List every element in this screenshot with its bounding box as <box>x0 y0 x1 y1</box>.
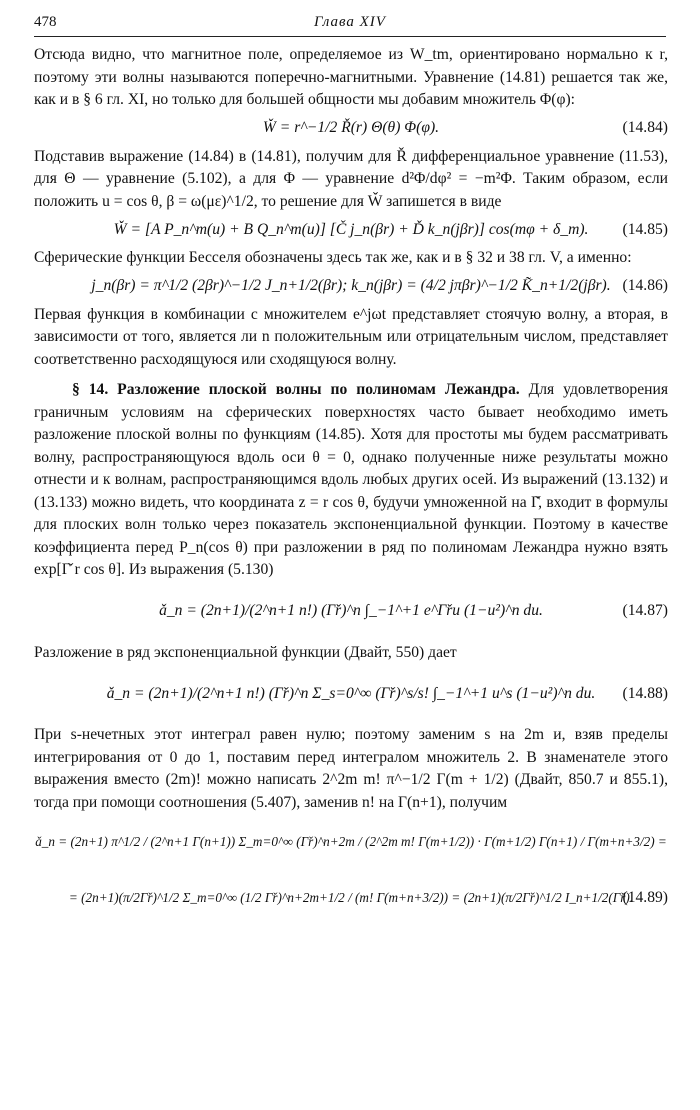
paragraph-1: Отсюда видно, что магнитное поле, определяемое из W_tm, ориентировано нормально к r, поэтому эти волны называются поперечно-магнитными. Уравнение (14.81) решается так же, как и в § 6 гл. XI, но только для большей общности мы добавим множитель Φ(φ): <box>34 46 668 108</box>
equation-formula: ǎ_n = (2n+1) π^1/2 / (2^n+1 Γ(n+1)) Σ_m=0^∞ (Γ̌r)^n+2m / (2^2m m! Γ(m+1/2)) · Γ(m+1/2) Γ(n+1) / Γ(m+n+3/2) = <box>35 833 667 849</box>
paragraph-3: Сферические функции Бесселя обозначены здесь так же, как и в § 32 и 38 гл. V, а именно: <box>34 249 632 266</box>
equation-formula: W̌ = [A P_n^m(u) + B Q_n^m(u)] [Č j_n(βr) + Ď k_n(jβr)] cos(mφ + δ_m). <box>113 220 589 238</box>
equation-number: (14.84) <box>622 119 668 137</box>
section-14-paragraph <box>34 379 668 582</box>
equation-number: (14.88) <box>622 684 668 702</box>
equation-14-89-line-1 <box>34 814 668 870</box>
header-rule <box>34 36 666 37</box>
page-body <box>34 44 668 926</box>
equation-14-87 <box>34 582 668 642</box>
paragraph-7: При s-нечетных этот интеграл равен нулю; поэтому заменим s на 2m и, взяв пределы интегрирования от 0 до 1, поставим перед интегралом множитель 2. В знаменателе этого выражения вместо (2m)! можно написать 2^2m m! π^−1/2 Γ(m + 1/2) (Двайт, 850.7 и 855.1), тогда при помощи соотношения (5.407), заменив n! на Γ(n+1), получим <box>34 726 668 811</box>
equation-number: (14.89) <box>622 888 668 906</box>
equation-formula: ǎ_n = (2n+1)/(2^n+1 n!) (Γ̌r)^n Σ_s=0^∞ (Γ̌r)^s/s! ∫_−1^+1 u^s (1−u²)^n du. <box>106 684 596 702</box>
equation-number: (14.85) <box>622 220 668 238</box>
equation-formula: ǎ_n = (2n+1)/(2^n+1 n!) (Γ̌r)^n ∫_−1^+1 e^Γ̌ru (1−u²)^n du. <box>159 602 543 620</box>
paragraph-2: Подставив выражение (14.84) в (14.81), получим для Ř дифференциальное уравнение (11.53), для Θ — уравнение (5.102), а для Φ — уравнение d²Φ/dφ² = −m²Φ. Таким образом, если положить u = cos θ, β = ω(με)^1/2, то решение для W̌ запишется в виде <box>34 147 668 210</box>
equation-14-85 <box>34 213 668 247</box>
equation-14-86 <box>34 270 668 304</box>
chapter-title: Глава XIV <box>314 14 386 30</box>
equation-number: (14.87) <box>622 602 668 620</box>
equation-formula: W̌ = r^−1/2 Ř(r) Θ(θ) Φ(φ). <box>262 119 440 137</box>
paragraph-5: Для удовлетворения граничным условиям на сферических поверхностях часто бывает необходимо иметь разложение плоской волны по функциям (14.85). Хотя для простоты мы будем рассматривать волну, распространяющуюся вдоль оси θ = 0, однако полученные ниже результаты можно отнести и к волнам, распространяющимся вдоль любых других осей. Из выражений (13.132) и (13.133) можно видеть, что координата z = r cos θ, будучи умноженной на Γ̌, входит в формулы для плоских волн только через показатель экспоненциальной функции. Поэтому в качестве коэффициента перед P_n(cos θ) при разложении в ряд по полиномам Лежандра нужно взять exp[Γ̌ r cos θ]. Из выражения (5.130) <box>34 381 668 578</box>
equation-14-89-line-2 <box>34 870 668 926</box>
running-header <box>34 14 666 38</box>
paragraph-4: Первая функция в комбинации с множителем e^jωt представляет стоячую волну, а вторая, в зависимости от того, является ли n положительным или отрицательным числом, представляет соответственно расходящуюся или сходящуюся волну. <box>34 305 668 368</box>
equation-formula: = (2n+1)(π/2Γ̌r)^1/2 Σ_m=0^∞ (1/2 Γ̌r)^n+2m+1/2 / (m! Γ(m+n+3/2)) = (2n+1)(π/2Γ̌r)^1/2 I_n+1/2(Γ̌r). <box>68 889 634 905</box>
equation-14-88 <box>34 664 668 724</box>
page-number: 478 <box>34 14 57 30</box>
equation-formula: j_n(βr) = π^1/2 (2βr)^−1/2 J_n+1/2(βr); k_n(jβr) = (4/2 jπβr)^−1/2 K̃_n+1/2(jβr). <box>91 277 611 295</box>
paragraph-6: Разложение в ряд экспоненциальной функции (Двайт, 550) дает <box>34 643 457 661</box>
section-heading: § 14. Разложение плоской волны по полиномам Лежандра. <box>72 381 520 398</box>
equation-14-84 <box>34 112 668 146</box>
equation-number: (14.86) <box>622 277 668 295</box>
